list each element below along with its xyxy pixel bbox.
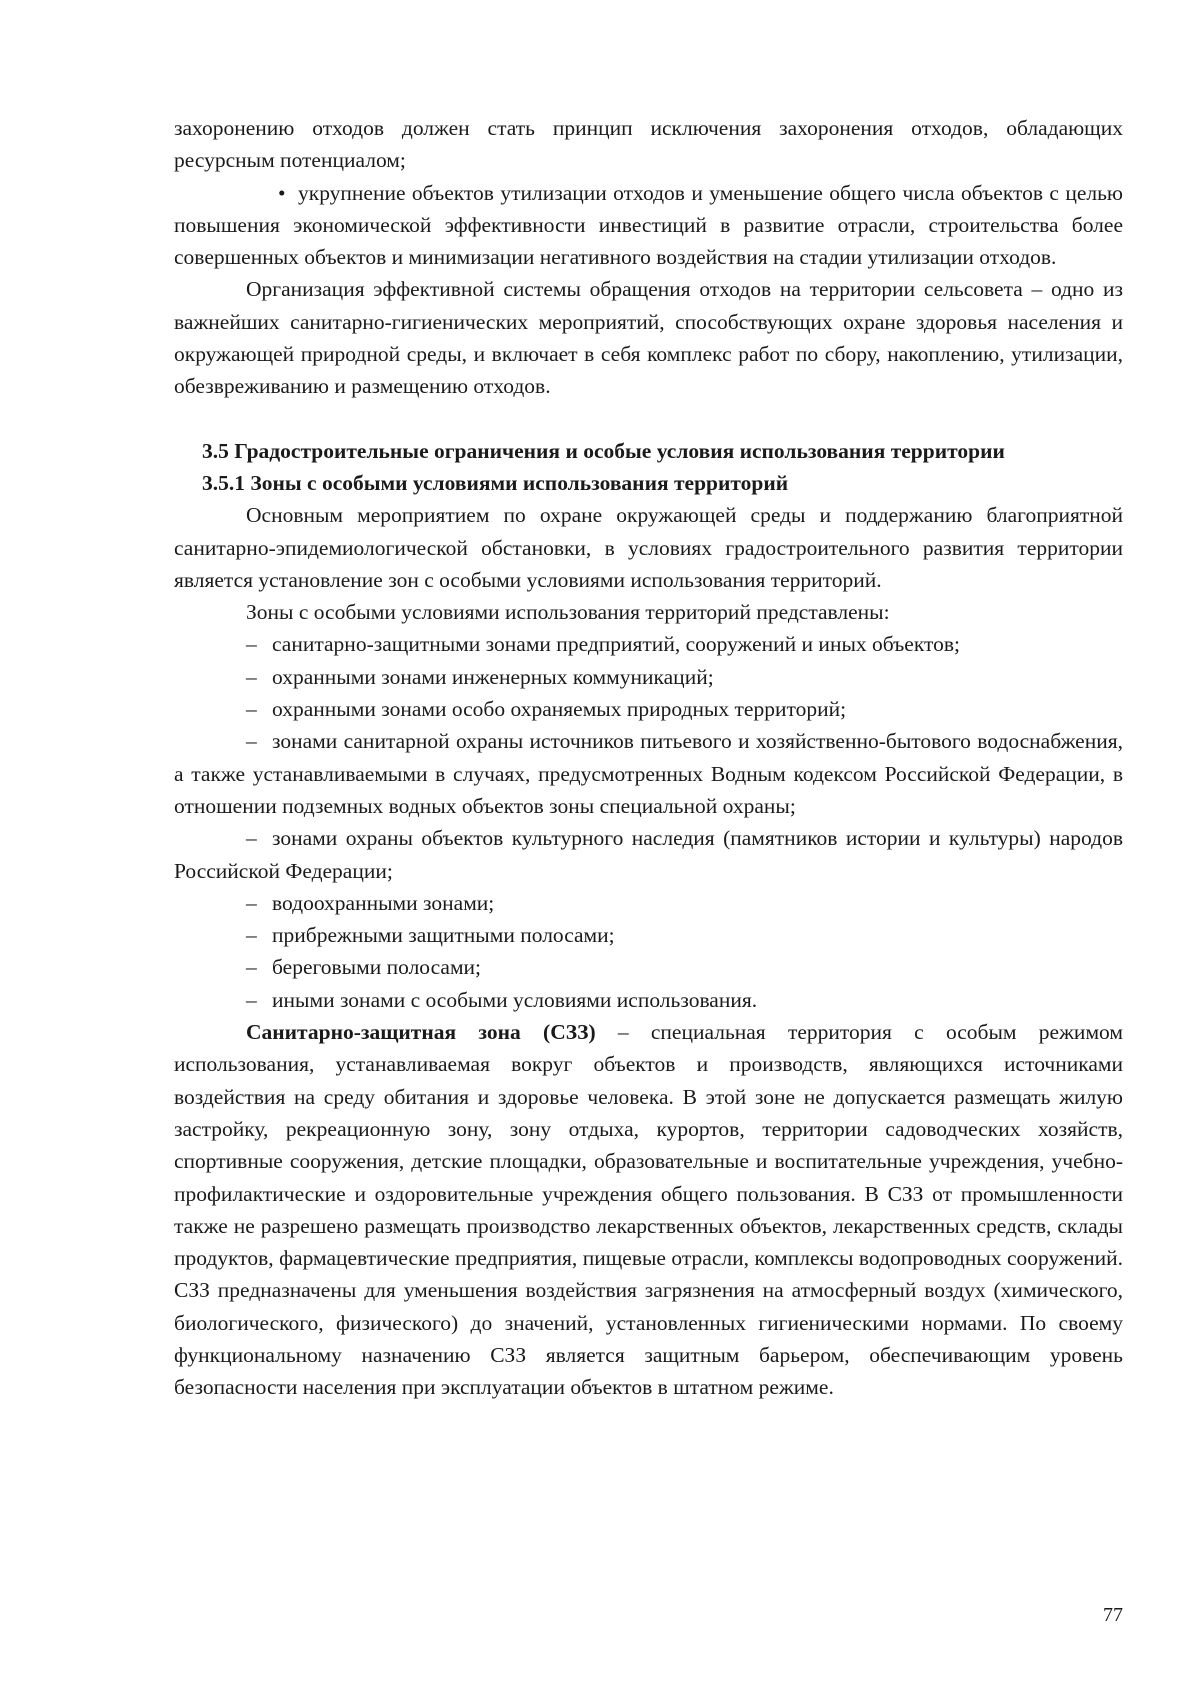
list-item-text: охранными зонами инженерных коммуникаций;	[272, 664, 714, 689]
list-item-text: водоохранными зонами;	[272, 890, 495, 915]
list-item	[174, 919, 1123, 951]
list-marker: –	[246, 923, 257, 948]
list-marker: –	[246, 697, 257, 722]
list-marker: –	[246, 890, 257, 915]
paragraph: Основным мероприятием по охране окружающей среды и поддержанию благоприятной санитарно-эпидемиологической обстановки, в условиях градостроительного развития территории является установление зон с особыми условиями использования территорий.	[174, 503, 1123, 592]
paragraph: Зоны с особыми условиями использования территорий представлены:	[246, 600, 890, 625]
list-marker: –	[246, 664, 257, 689]
list-item	[174, 984, 1123, 1016]
list-item	[174, 887, 1123, 919]
list-item-text: прибрежными защитными полосами;	[272, 923, 615, 948]
bullet-item	[174, 177, 1123, 274]
list-item-text: береговыми полосами;	[272, 955, 482, 980]
list-marker: –	[246, 955, 257, 980]
section-heading: 3.5 Градостроительные ограничения и особые условия использования территории	[202, 438, 1005, 463]
bullet-text: укрупнение объектов утилизации отходов и уменьшение общего числа объектов с целью повышения экономической эффективности инвестиций в развитие отрасли, строительства более совершенных объектов и минимизации негативного воздействия на стадии утилизации отходов.	[174, 180, 1123, 270]
list-item	[174, 628, 1123, 660]
paragraph: захоронению отходов должен стать принцип исключения захоронения отходов, обладающих ресурсным потенциалом;	[174, 116, 1123, 173]
paragraph: Организация эффективной системы обращения отходов на территории сельсовета – одно из важнейших санитарно-гигиенических мероприятий, способствующих охране здоровья населения и окружающей природной среды, и включает в себя комплекс работ по сбору, накоплению, утилизации, обезвреживанию и размещению отходов.	[174, 277, 1123, 399]
page-number: 77	[1103, 1604, 1123, 1626]
spacer	[174, 403, 1123, 435]
list-item	[174, 822, 1123, 887]
subsection-heading: 3.5.1 Зоны с особыми условиями использования территорий	[202, 470, 789, 495]
paragraph-text: – специальная территория с особым режимом использования, устанавливаемая вокруг объектов и производств, являющихся источниками воздействия на среду обитания и здоровье человека. В этой зоне не допускается размещать жилую застройку, рекреационную зону, зону отдыха, курортов, территории садоводческих хозяйств, спортивные сооружения, детские площадки, образовательные и воспитательные учреждения, учебно-профилактические и оздоровительные учреждения общего пользования. В СЗЗ от промышленности также не разрешено размещать производство лекарственных объектов, лекарственных средств, склады продуктов, фармацевтические предприятия, пищевые отрасли, комплексы водопроводных сооружений. СЗЗ предназначены для уменьшения воздействия загрязнения на атмосферный воздух (химического, биологического, физического) до значений, установленных гигиеническими нормами. По своему функциональному назначению СЗЗ является защитным барьером, обеспечивающим уровень безопасности населения при эксплуатации объектов в штатном режиме.	[174, 1020, 1123, 1400]
list-item-text: зонами охраны объектов культурного наследия (памятников истории и культуры) народов Российской Федерации;	[174, 826, 1123, 883]
list-marker: –	[246, 826, 257, 851]
list-item	[174, 693, 1123, 725]
list-marker: –	[246, 729, 257, 754]
list-marker: –	[246, 632, 257, 657]
list-marker: –	[246, 987, 257, 1012]
list-item-text: охранными зонами особо охраняемых природных территорий;	[272, 697, 847, 722]
list-item-text: иными зонами с особыми условиями использования.	[272, 987, 758, 1012]
bullet-marker: •	[278, 180, 286, 205]
list-item-text: санитарно-защитными зонами предприятий, сооружений и иных объектов;	[272, 632, 960, 657]
term-bold: Санитарно-защитная зона (СЗЗ)	[246, 1020, 596, 1045]
document-page	[174, 112, 1123, 1404]
paragraph	[174, 1016, 1123, 1404]
list-item	[174, 951, 1123, 983]
list-item-text: зонами санитарной охраны источников питьевого и хозяйственно-бытового водоснабжения, а также устанавливаемыми в случаях, предусмотренных Водным кодексом Российской Федерации, в отношении подземных водных объектов зоны специальной охраны;	[174, 729, 1123, 818]
list-item	[174, 725, 1123, 822]
list-item	[174, 661, 1123, 693]
